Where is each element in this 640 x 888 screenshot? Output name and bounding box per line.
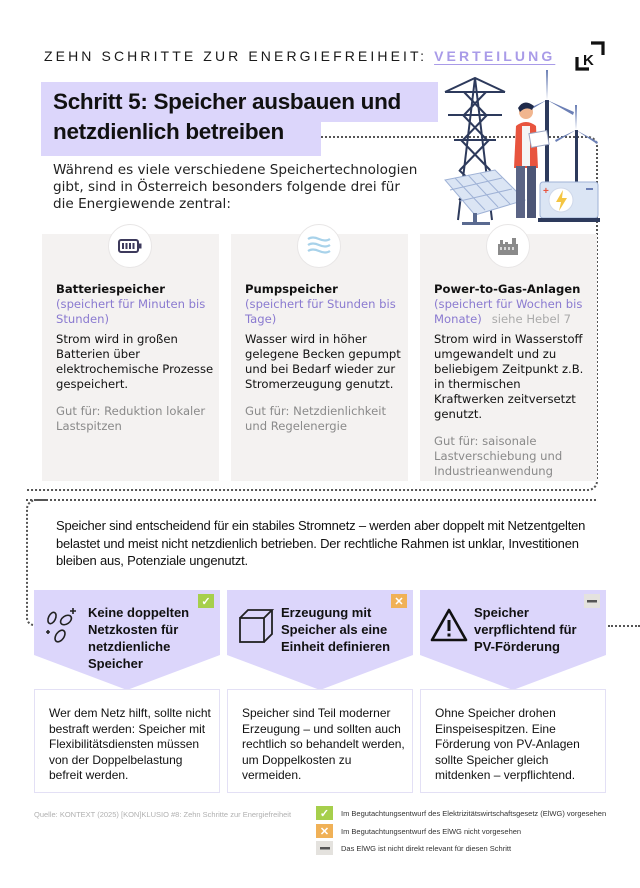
demand-card (34, 590, 220, 690)
svg-text:+: + (543, 186, 549, 197)
hebel-reference-link[interactable]: siehe Hebel 7 (491, 312, 571, 326)
check-icon: ✓ (316, 806, 333, 820)
card-title: Power-to-Gas-Anlagen (434, 282, 581, 296)
card-good-for: Gut für: Netzdienlichkeit und Regelenergie (245, 404, 387, 433)
warning-icon (430, 606, 468, 644)
card-subtitle: (speichert für Minuten bis Stunden) (56, 297, 206, 326)
card-good-for: Gut für: saisonale Lastverschiebung und Industrieanwendung (434, 434, 563, 478)
legend-text: Das ElWG ist nicht direkt relevant für diesen Schritt (341, 843, 512, 853)
page-title-line: netzdienlich betreiben (53, 119, 284, 144)
status-check-icon: ✓ (198, 594, 214, 608)
legend-item-cross (316, 824, 521, 838)
demand-title: Erzeugung mit Speicher als eine Einheit definieren (281, 605, 391, 654)
card-description: Wasser wird in höher gelegene Becken gepumpt und bei Bedarf wieder zur Stromerzeugung genutzt. (245, 332, 401, 391)
status-cross-icon: ✕ (391, 594, 407, 608)
series-kicker (44, 48, 555, 64)
tech-card-pumped-hydro (231, 234, 408, 481)
kicker-text: ZEHN SCHRITTE ZUR ENERGIEFREIHEIT: (44, 48, 435, 64)
solar-panel-icon (445, 170, 525, 225)
dotted-connector (608, 625, 640, 627)
answer-box (227, 689, 413, 793)
kontext-logo (575, 41, 605, 71)
demand-title: Speicher verpflichtend für PV-Förderung (474, 605, 577, 654)
answer-box (34, 689, 220, 793)
battery-box-icon (538, 182, 600, 222)
card-title: Pumpspeicher (245, 282, 338, 296)
page-title-line: Schritt 5: Speicher ausbauen und (53, 89, 401, 114)
tech-card-battery (42, 234, 219, 481)
card-subtitle: (speichert für Stunden bis Tage) (245, 297, 396, 326)
demand-title: Keine doppelten Netzkosten für netzdienliche Speicher (88, 605, 190, 671)
problem-statement: Speicher sind entscheidend für ein stabiles Stromnetz – werden aber doppelt mit Netzentgelten belastet und meist nicht netzdienlich betrieben. Der rechtliche Rahmen ist unklar, Investitionen bleiben aus, Potenziale ungenutzt. (56, 518, 586, 568)
battery-icon (108, 224, 152, 268)
card-description: Strom wird in Wasserstoff umgewandelt und zu beliebigem Zeitpunkt z.B. in thermischen Kraftwerken zeitversetzt genutzt. (434, 332, 584, 421)
cube-icon (237, 606, 275, 644)
card-subtitle: (speichert für Wochen bis Monate) siehe Hebel 7 (434, 297, 583, 326)
dotted-connector (26, 499, 596, 501)
coins-icon (44, 606, 82, 644)
cross-icon: ✕ (316, 824, 333, 838)
card-title: Batteriespeicher (56, 282, 165, 296)
tech-card-power-to-gas (420, 234, 597, 481)
source-note: Quelle: KONTEXT (2025) [KON]KLUSIO #8: Zehn Schritte zur Energiefreiheit (34, 810, 292, 819)
status-dash-icon (584, 594, 600, 608)
demand-card (420, 590, 606, 690)
waves-icon (297, 224, 341, 268)
legend-item-check (316, 806, 606, 820)
card-good-for: Gut für: Reduktion lokaler Lastspitzen (56, 404, 206, 433)
energy-illustration (440, 70, 600, 225)
answer-text: Wer dem Netz hilft, sollte nicht bestraft werden: Speicher mit Flexibilitätsdiensten müssen von der Doppelbelastung befreit werden. (49, 706, 211, 782)
demand-card (227, 590, 413, 690)
answer-text: Speicher sind Teil moderner Erzeugung – und sollten auch rechtlich so behandelt werden, um Doppelkosten zu vermeiden. (242, 706, 405, 782)
intro-text: Während es viele verschiedene Speichertechnologien gibt, sind in Österreich besonders folgende drei für die Energiewende zentral: (53, 162, 418, 212)
svg-text:K: K (583, 52, 594, 69)
factory-icon (486, 224, 530, 268)
answer-text: Ohne Speicher drohen Einspeisespitzen. Eine Förderung von PV-Anlagen sollte Speicher gleich mitdenken – verpflichtend. (435, 706, 580, 782)
legend-text: Im Begutachtungsentwurf des Elektrizitätswirtschaftsgesetz (ElWG) vorgesehen (341, 808, 607, 818)
dotted-connector (26, 481, 598, 491)
card-description: Strom wird in großen Batterien über elektrochemische Prozesse gespeichert. (56, 332, 214, 391)
legend-text: Im Begutachtungsentwurf des ElWG nicht vorgesehen (341, 826, 522, 836)
kicker-accent-link[interactable]: VERTEILUNG (434, 48, 556, 64)
dash-icon (316, 841, 333, 855)
legend-item-dash (316, 841, 511, 855)
answer-box (420, 689, 606, 793)
